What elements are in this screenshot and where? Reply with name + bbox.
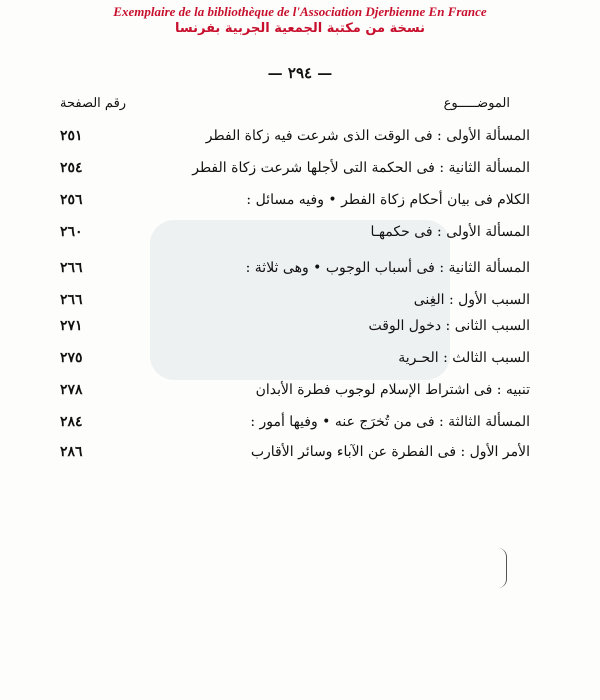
library-banner-french: Exemplaire de la bibliothèque de l'Association Djerbienne En France (113, 4, 487, 19)
toc-entry-topic: المسألة الأولى : فى حكمهـا (370, 224, 530, 240)
toc-entry-topic: الكلام فى بيان أحكام زكاة الفطر • وفيه مسائل : (246, 192, 530, 208)
toc-entry-page: ٢٥١ (60, 128, 83, 144)
toc-entry (60, 124, 530, 148)
page-number: — ٢٩٤ — (267, 64, 333, 82)
toc-entry-topic: تنبيه : فى اشتراط الإسلام لوجوب فطرة الأبدان (255, 382, 530, 398)
margin-pen-mark (498, 548, 507, 588)
toc-entry-page: ٢٧١ (60, 318, 83, 334)
toc-entry-page: ٢٥٦ (60, 192, 83, 208)
library-banner (0, 4, 600, 38)
library-banner-arabic: نسخة من مكتبة الجمعية الجربية بفرنسا (175, 21, 425, 36)
table-of-contents (60, 124, 530, 464)
toc-entry (60, 288, 530, 312)
toc-entry-topic: المسألة الثالثة : فى من تُخرَج عنه • وفيها أمور : (250, 414, 530, 430)
toc-entry (60, 314, 530, 338)
toc-entry-topic: الأمر الأول : فى الفطرة عن الآباء وسائر الأقارب (250, 444, 530, 460)
toc-entry-page: ٢٦٦ (60, 292, 83, 308)
toc-entry (60, 410, 530, 434)
toc-entry-topic: السبب الثانى : دخول الوقت (368, 318, 530, 334)
toc-entry-topic: المسألة الثانية : فى أسباب الوجوب • وهى ثلاثة : (245, 260, 530, 276)
toc-entry-topic: السبب الأول : الغِنى (413, 292, 530, 308)
toc-entry-topic: السبب الثالث : الحـرية (398, 350, 530, 366)
toc-entry (60, 378, 530, 402)
toc-entry (60, 156, 530, 180)
toc-entry-page: ٢٨٤ (60, 414, 83, 430)
toc-entry (60, 256, 530, 280)
toc-entry (60, 440, 530, 464)
toc-entry-page: ٢٧٥ (60, 350, 83, 366)
header-page: رقم الصفحة (60, 96, 127, 111)
header-topic: الموضـــــوع (443, 96, 510, 111)
toc-entry-topic: المسألة الثانية : فى الحكمة التى لأجلها شرعت زكاة الفطر (192, 160, 530, 176)
toc-entry-page: ٢٦٠ (60, 224, 83, 240)
toc-entry (60, 220, 530, 244)
toc-entry-page: ٢٨٦ (60, 444, 83, 460)
toc-entry-page: ٢٥٤ (60, 160, 83, 176)
toc-entry-page: ٢٧٨ (60, 382, 83, 398)
toc-entry-page: ٢٦٦ (60, 260, 83, 276)
toc-entry (60, 188, 530, 212)
toc-entry (60, 346, 530, 370)
toc-entry-topic: المسألة الأولى : فى الوقت الذى شرعت فيه زكاة الفطر (205, 128, 530, 144)
toc-header (60, 96, 530, 116)
